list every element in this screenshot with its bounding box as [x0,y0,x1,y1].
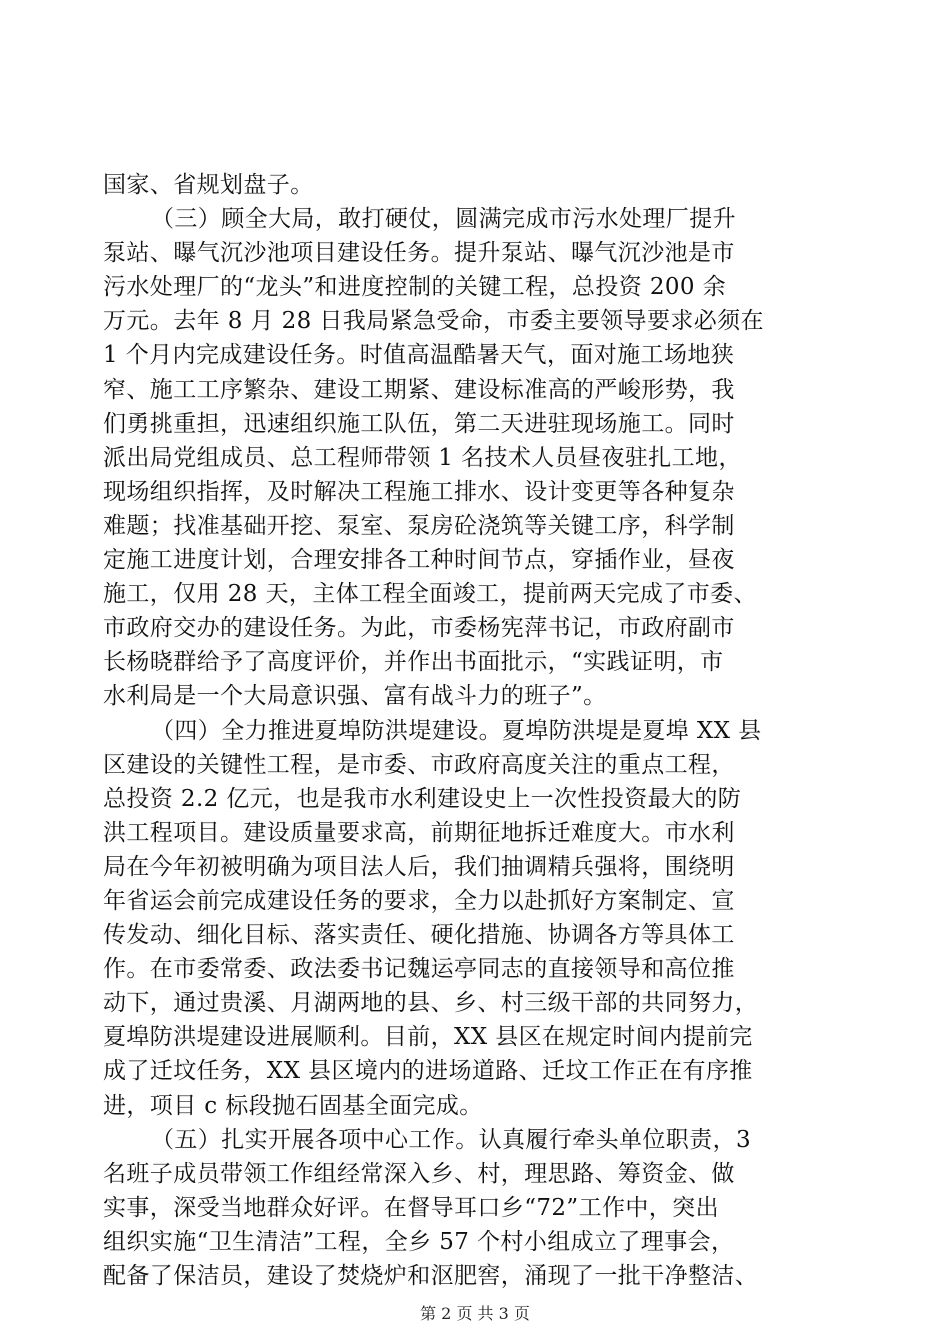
text-line: 定施工进度计划，合理安排各工种时间节点，穿插作业，昼夜 [103,547,735,574]
text-line: 万元。去年 8 月 28 日我局紧急受命，市委主要领导要求必须在 [103,308,764,335]
text-line: 名班子成员带领工作组经常深入乡、村，理思路、筹资金、做 [103,1160,735,1187]
page-number-footer: 第 2 页 共 3 页 [420,1304,530,1323]
text-line: 作。在市委常委、政法委书记魏运亭同志的直接领导和高位推 [103,956,735,983]
text-line: 配备了保洁员，建设了焚烧炉和沤肥窖，涌现了一批干净整洁、 [103,1263,759,1289]
text-line: 洪工程项目。建设质量要求高，前期征地拆迁难度大。市水利 [103,819,735,846]
paragraph-start-line: （四）全力推进夏埠防洪堤建设。夏埠防洪堤是夏埠 XX 县 [151,717,762,744]
text-line: 1 个月内完成建设任务。时值高温酷暑天气，面对施工场地狭 [103,342,735,369]
text-line: 长杨晓群给予了高度评价，并作出书面批示，“实践证明，市 [103,649,724,676]
text-line: 夏埠防洪堤建设进展顺利。目前，XX 县区在规定时间内提前完 [103,1024,753,1051]
text-line: 国家、省规划盘子。 [103,172,314,198]
text-line: 区建设的关键性工程，是市委、市政府高度关注的重点工程， [103,751,735,778]
paragraph-start-line: （三）顾全大局，敢打硬仗，圆满完成市污水处理厂提升 [151,206,736,233]
text-line: 们勇挑重担，迅速组织施工队伍，第二天进驻现场施工。同时 [103,410,735,437]
text-line: 总投资 2.2 亿元，也是我市水利建设史上一次性投资最大的防 [103,785,742,812]
text-line: 施工，仅用 28 天，主体工程全面竣工，提前两天完成了市委、 [103,581,757,608]
body-text [103,168,853,1293]
text-line: 成了迁坟任务，XX 县区境内的进场道路、迁坟工作正在有序推 [103,1058,753,1085]
text-line: 窄、施工工序繁杂、建设工期紧、建设标准高的严峻形势，我 [103,376,735,403]
text-line: 现场组织指挥，及时解决工程施工排水、设计变更等各种复杂 [103,478,735,505]
text-line: 进，项目 c 标段抛石固基全面完成。 [103,1092,483,1119]
text-line: 市政府交办的建设任务。为此，市委杨宪萍书记，市政府副市 [103,615,735,642]
text-line: 实事，深受当地群众好评。在督导耳口乡“72”工作中，突出 [103,1194,719,1221]
text-line: 局在今年初被明确为项目法人后，我们抽调精兵强将，围绕明 [103,853,735,880]
text-line: 动下，通过贵溪、月湖两地的县、乡、村三级干部的共同努力， [103,990,759,1017]
text-line: 难题；找准基础开挖、泵室、泵房砼浇筑等关键工序，科学制 [103,512,735,539]
text-line: 污水处理厂的“龙头”和进度控制的关键工程，总投资 200 余 [103,274,727,301]
text-line: 派出局党组成员、总工程师带领 1 名技术人员昼夜驻扎工地， [103,444,742,471]
text-line: 组织实施“卫生清洁”工程，全乡 57 个村小组成立了理事会， [103,1228,735,1255]
text-line: 传发动、细化目标、落实责任、硬化措施、协调各方等具体工 [103,922,735,949]
text-line: 泵站、曝气沉沙池项目建设任务。提升泵站、曝气沉沙池是市 [103,240,735,267]
paragraph-start-line: （五）扎实开展各项中心工作。认真履行牵头单位职责，3 [151,1126,752,1153]
text-line: 年省运会前完成建设任务的要求，全力以赴抓好方案制定、宣 [103,887,735,914]
text-line: 水利局是一个大局意识强、富有战斗力的班子”。 [103,683,607,710]
